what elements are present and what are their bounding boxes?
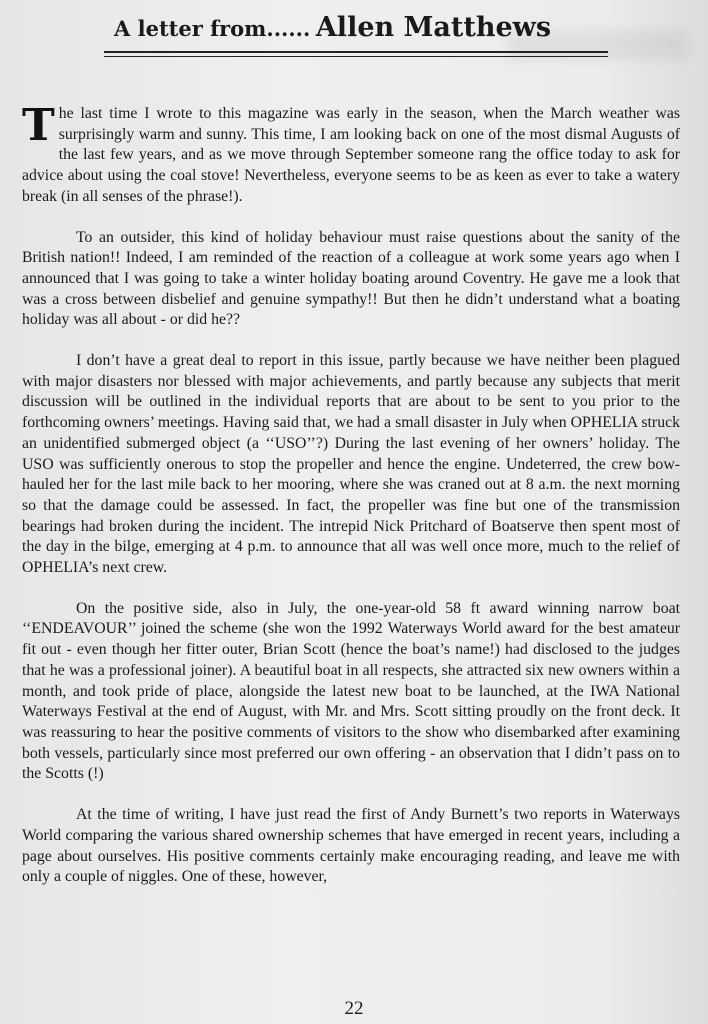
paragraph-4: On the positive side, also in July, the one-year-old 58 ft award winning narrow boat ‘‘ENDEAVOUR’’ joined the scheme (she won the 1992 Waterways World award for the best amateur fit out - even though her fitter outer, Brian Scott (hence the boat’s name!) had disclosed to the judges that he was a professional joiner). A beautiful boat in all respects, she attracted six new owners within a month, and took pride of place, alongside the latest new boat to be launched, at the IWA National Waterways Festival at the end of August, with Mr. and Mrs. Scott sitting proudly on the front deck. It was reassuring to hear the positive comments of visitors to the show who disembarked after examining both vessels, particularly since most preferred our own offering - an observation that I didn’t pass on to the Scotts (!) <box>22 599 680 783</box>
article-header <box>104 10 608 57</box>
title-underline <box>104 51 608 53</box>
drop-cap: T <box>22 100 55 151</box>
article-body <box>22 100 680 908</box>
title-underline-secondary <box>104 56 608 57</box>
paragraph-2: To an outsider, this kind of holiday behaviour must raise questions about the sanity of the British nation!! Indeed, I am reminded of the reaction of a colleague at work some years ago when I announced that I was going to take a winter holiday boating around Coventry. He gave me a look that was a cross between disbelief and genuine sympathy!! But then he didn’t understand what a boating holiday was all about - or did he?? <box>22 228 680 329</box>
paragraph-3: I don’t have a great deal to report in this issue, partly because we have neither been plagued with major disasters nor blessed with major achievements, and partly because any subjects that merit discussion will be outlined in the individual reports that are about to be sent to you prior to the forthcoming owners’ meetings. Having said that, we had a small disaster in July when OPHELIA struck an unidentified submerged object (a ‘‘USO’’?) During the last evening of her owners’ holiday. The USO was sufficiently onerous to stop the propeller and hence the engine. Undeterred, the crew bow-hauled her for the last mile back to her mooring, where she was craned out at 8 a.m. the next morning so that the damage could be assessed. In fact, the propeller was fine but one of the transmission bearings had broken during the incident. The intrepid Nick Pritchard of Boatserve then spent most of the day in the bilge, emerging at 4 p.m. to announce that all was well once more, much to the relief of OPHELIA’s next crew. <box>22 352 680 577</box>
paragraph-1-text: he last time I wrote to this magazine was early in the season, when the March weather was surprisingly warm and sunny. This time, I am looking back on one of the most dismal Augusts of the last few years, and as we move through September someone rang the office today to ask for advice about using the coal stove! Nevertheless, everyone seems to be as keen as ever to take a watery break (in all senses of the phrase!). <box>22 105 680 205</box>
title-author: Allen Matthews <box>315 12 552 43</box>
title-prefix: A letter from...... <box>114 16 311 41</box>
page-number: 22 <box>344 998 364 1019</box>
article-title <box>104 10 608 49</box>
paragraph-5: At the time of writing, I have just read the first of Andy Burnett’s two reports in Waterways World comparing the various shared ownership schemes that have emerged in recent years, including a page about ourselves. His positive comments certainly make encouraging reading, and leave me with only a couple of niggles. One of these, however, <box>22 806 680 886</box>
paragraph-1 <box>22 100 680 208</box>
